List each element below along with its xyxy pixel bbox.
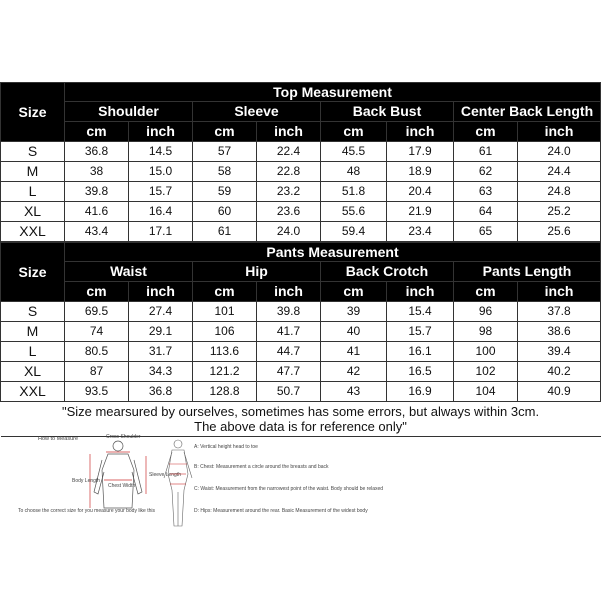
value-cell: 40 [321,322,387,342]
value-cell: 41 [321,342,387,362]
value-cell: 48 [321,162,387,182]
value-cell: 96 [454,302,518,322]
how-to-measure-panel [0,430,600,540]
value-cell: 34.3 [129,362,193,382]
value-cell: 37.8 [518,302,601,322]
value-cell: 23.4 [387,222,454,242]
unit-inch: inch [129,282,193,302]
value-cell: 63 [454,182,518,202]
value-cell: 39 [321,302,387,322]
measure-note-d: D: Hips: Measurement around the rear. Basic Measurement of the widest body [194,508,368,514]
value-cell: 57 [193,142,257,162]
value-cell: 22.4 [257,142,321,162]
value-cell: 38 [65,162,129,182]
unit-inch: inch [257,282,321,302]
value-cell: 45.5 [321,142,387,162]
size-cell: M [1,322,65,342]
top-measurement-table [0,82,601,242]
unit-inch: inch [518,122,601,142]
value-cell: 44.7 [257,342,321,362]
disclaimer-line-1: "Size mearsured by ourselves, sometimes has some errors, but always within 3cm. [61,404,540,419]
pants-title: Pants Measurement [65,243,601,262]
value-cell: 102 [454,362,518,382]
value-cell: 16.1 [387,342,454,362]
value-cell: 101 [193,302,257,322]
unit-cm: cm [321,122,387,142]
howto-title: How to Measure [38,436,79,442]
body-figure [164,440,192,526]
value-cell: 43 [321,382,387,402]
value-cell: 24.8 [518,182,601,202]
pants-title-row [1,243,601,262]
label-body-length: Body Length [72,478,101,484]
unit-inch: inch [129,122,193,142]
value-cell: 61 [193,222,257,242]
table-row [1,362,601,382]
size-cell: XL [1,202,65,222]
value-cell: 39.8 [257,302,321,322]
value-cell: 14.5 [129,142,193,162]
pants-unit-row [1,282,601,302]
unit-inch: inch [387,282,454,302]
size-cell: L [1,342,65,362]
value-cell: 43.4 [65,222,129,242]
value-cell: 22.8 [257,162,321,182]
table-row [1,162,601,182]
size-cell: M [1,162,65,182]
value-cell: 40.9 [518,382,601,402]
value-cell: 15.7 [129,182,193,202]
value-cell: 41.6 [65,202,129,222]
value-cell: 24.4 [518,162,601,182]
disclaimer-line-2: The above data is for reference only" [194,419,407,434]
value-cell: 36.8 [65,142,129,162]
size-cell: XXL [1,382,65,402]
value-cell: 15.0 [129,162,193,182]
value-cell: 39.8 [65,182,129,202]
value-cell: 21.9 [387,202,454,222]
size-header: Size [1,83,65,142]
table-row [1,142,601,162]
value-cell: 93.5 [65,382,129,402]
value-cell: 18.9 [387,162,454,182]
value-cell: 62 [454,162,518,182]
unit-cm: cm [193,122,257,142]
size-cell: XL [1,362,65,382]
value-cell: 29.1 [129,322,193,342]
label-chest-width: Chest Width [108,483,136,489]
value-cell: 59 [193,182,257,202]
pants-group-header: Waist [65,262,193,282]
table-row [1,382,601,402]
table-row [1,342,601,362]
value-cell: 25.2 [518,202,601,222]
top-title-row [1,83,601,102]
value-cell: 80.5 [65,342,129,362]
unit-cm: cm [321,282,387,302]
value-cell: 113.6 [193,342,257,362]
size-cell: XXL [1,222,65,242]
pants-measurement-table [0,242,601,437]
howto-caption: To choose the correct size for you measure your body like this [18,508,156,514]
size-cell: S [1,142,65,162]
value-cell: 55.6 [321,202,387,222]
measure-note-b: B: Chest: Measurement a circle around the breasts and back [194,464,329,470]
label-sleeve-length: Sleeve Length [149,472,181,478]
value-cell: 17.1 [129,222,193,242]
how-to-measure-illustration [0,430,384,540]
value-cell: 16.5 [387,362,454,382]
value-cell: 16.4 [129,202,193,222]
value-cell: 50.7 [257,382,321,402]
value-cell: 64 [454,202,518,222]
value-cell: 39.4 [518,342,601,362]
value-cell: 59.4 [321,222,387,242]
table-row [1,302,601,322]
value-cell: 69.5 [65,302,129,322]
value-cell: 20.4 [387,182,454,202]
value-cell: 47.7 [257,362,321,382]
pants-group-row [1,262,601,282]
measure-note-a: A: Vertical height head to toe [194,444,258,450]
top-group-header: Shoulder [65,102,193,122]
value-cell: 104 [454,382,518,402]
unit-cm: cm [454,282,518,302]
value-cell: 58 [193,162,257,182]
top-group-header: Center Back Length [454,102,601,122]
value-cell: 25.6 [518,222,601,242]
table-row [1,322,601,342]
unit-cm: cm [65,282,129,302]
value-cell: 100 [454,342,518,362]
value-cell: 23.2 [257,182,321,202]
value-cell: 27.4 [129,302,193,322]
top-group-header: Sleeve [193,102,321,122]
value-cell: 51.8 [321,182,387,202]
pants-group-header: Back Crotch [321,262,454,282]
measure-note-c: C: Waist: Measurement from the narrowest point of the waist. Body should be relaxed [194,486,384,492]
unit-cm: cm [65,122,129,142]
size-header: Size [1,243,65,302]
value-cell: 61 [454,142,518,162]
pants-group-header: Pants Length [454,262,601,282]
value-cell: 38.6 [518,322,601,342]
table-row [1,182,601,202]
size-cell: S [1,302,65,322]
size-cell: L [1,182,65,202]
unit-inch: inch [518,282,601,302]
value-cell: 15.4 [387,302,454,322]
value-cell: 98 [454,322,518,342]
top-unit-row [1,122,601,142]
value-cell: 40.2 [518,362,601,382]
value-cell: 87 [65,362,129,382]
unit-cm: cm [193,282,257,302]
value-cell: 24.0 [257,222,321,242]
size-chart [0,82,600,437]
value-cell: 31.7 [129,342,193,362]
top-group-row [1,102,601,122]
value-cell: 36.8 [129,382,193,402]
value-cell: 106 [193,322,257,342]
top-group-header: Back Bust [321,102,454,122]
value-cell: 15.7 [387,322,454,342]
value-cell: 60 [193,202,257,222]
unit-cm: cm [454,122,518,142]
table-row [1,222,601,242]
top-title: Top Measurement [65,83,601,102]
unit-inch: inch [257,122,321,142]
value-cell: 23.6 [257,202,321,222]
value-cell: 128.8 [193,382,257,402]
table-row [1,202,601,222]
value-cell: 16.9 [387,382,454,402]
value-cell: 42 [321,362,387,382]
value-cell: 24.0 [518,142,601,162]
label-cross-shoulder: Cross Shoulder [106,434,141,440]
value-cell: 74 [65,322,129,342]
value-cell: 41.7 [257,322,321,342]
value-cell: 65 [454,222,518,242]
garment-figure [90,441,146,508]
unit-inch: inch [387,122,454,142]
value-cell: 121.2 [193,362,257,382]
value-cell: 17.9 [387,142,454,162]
pants-group-header: Hip [193,262,321,282]
